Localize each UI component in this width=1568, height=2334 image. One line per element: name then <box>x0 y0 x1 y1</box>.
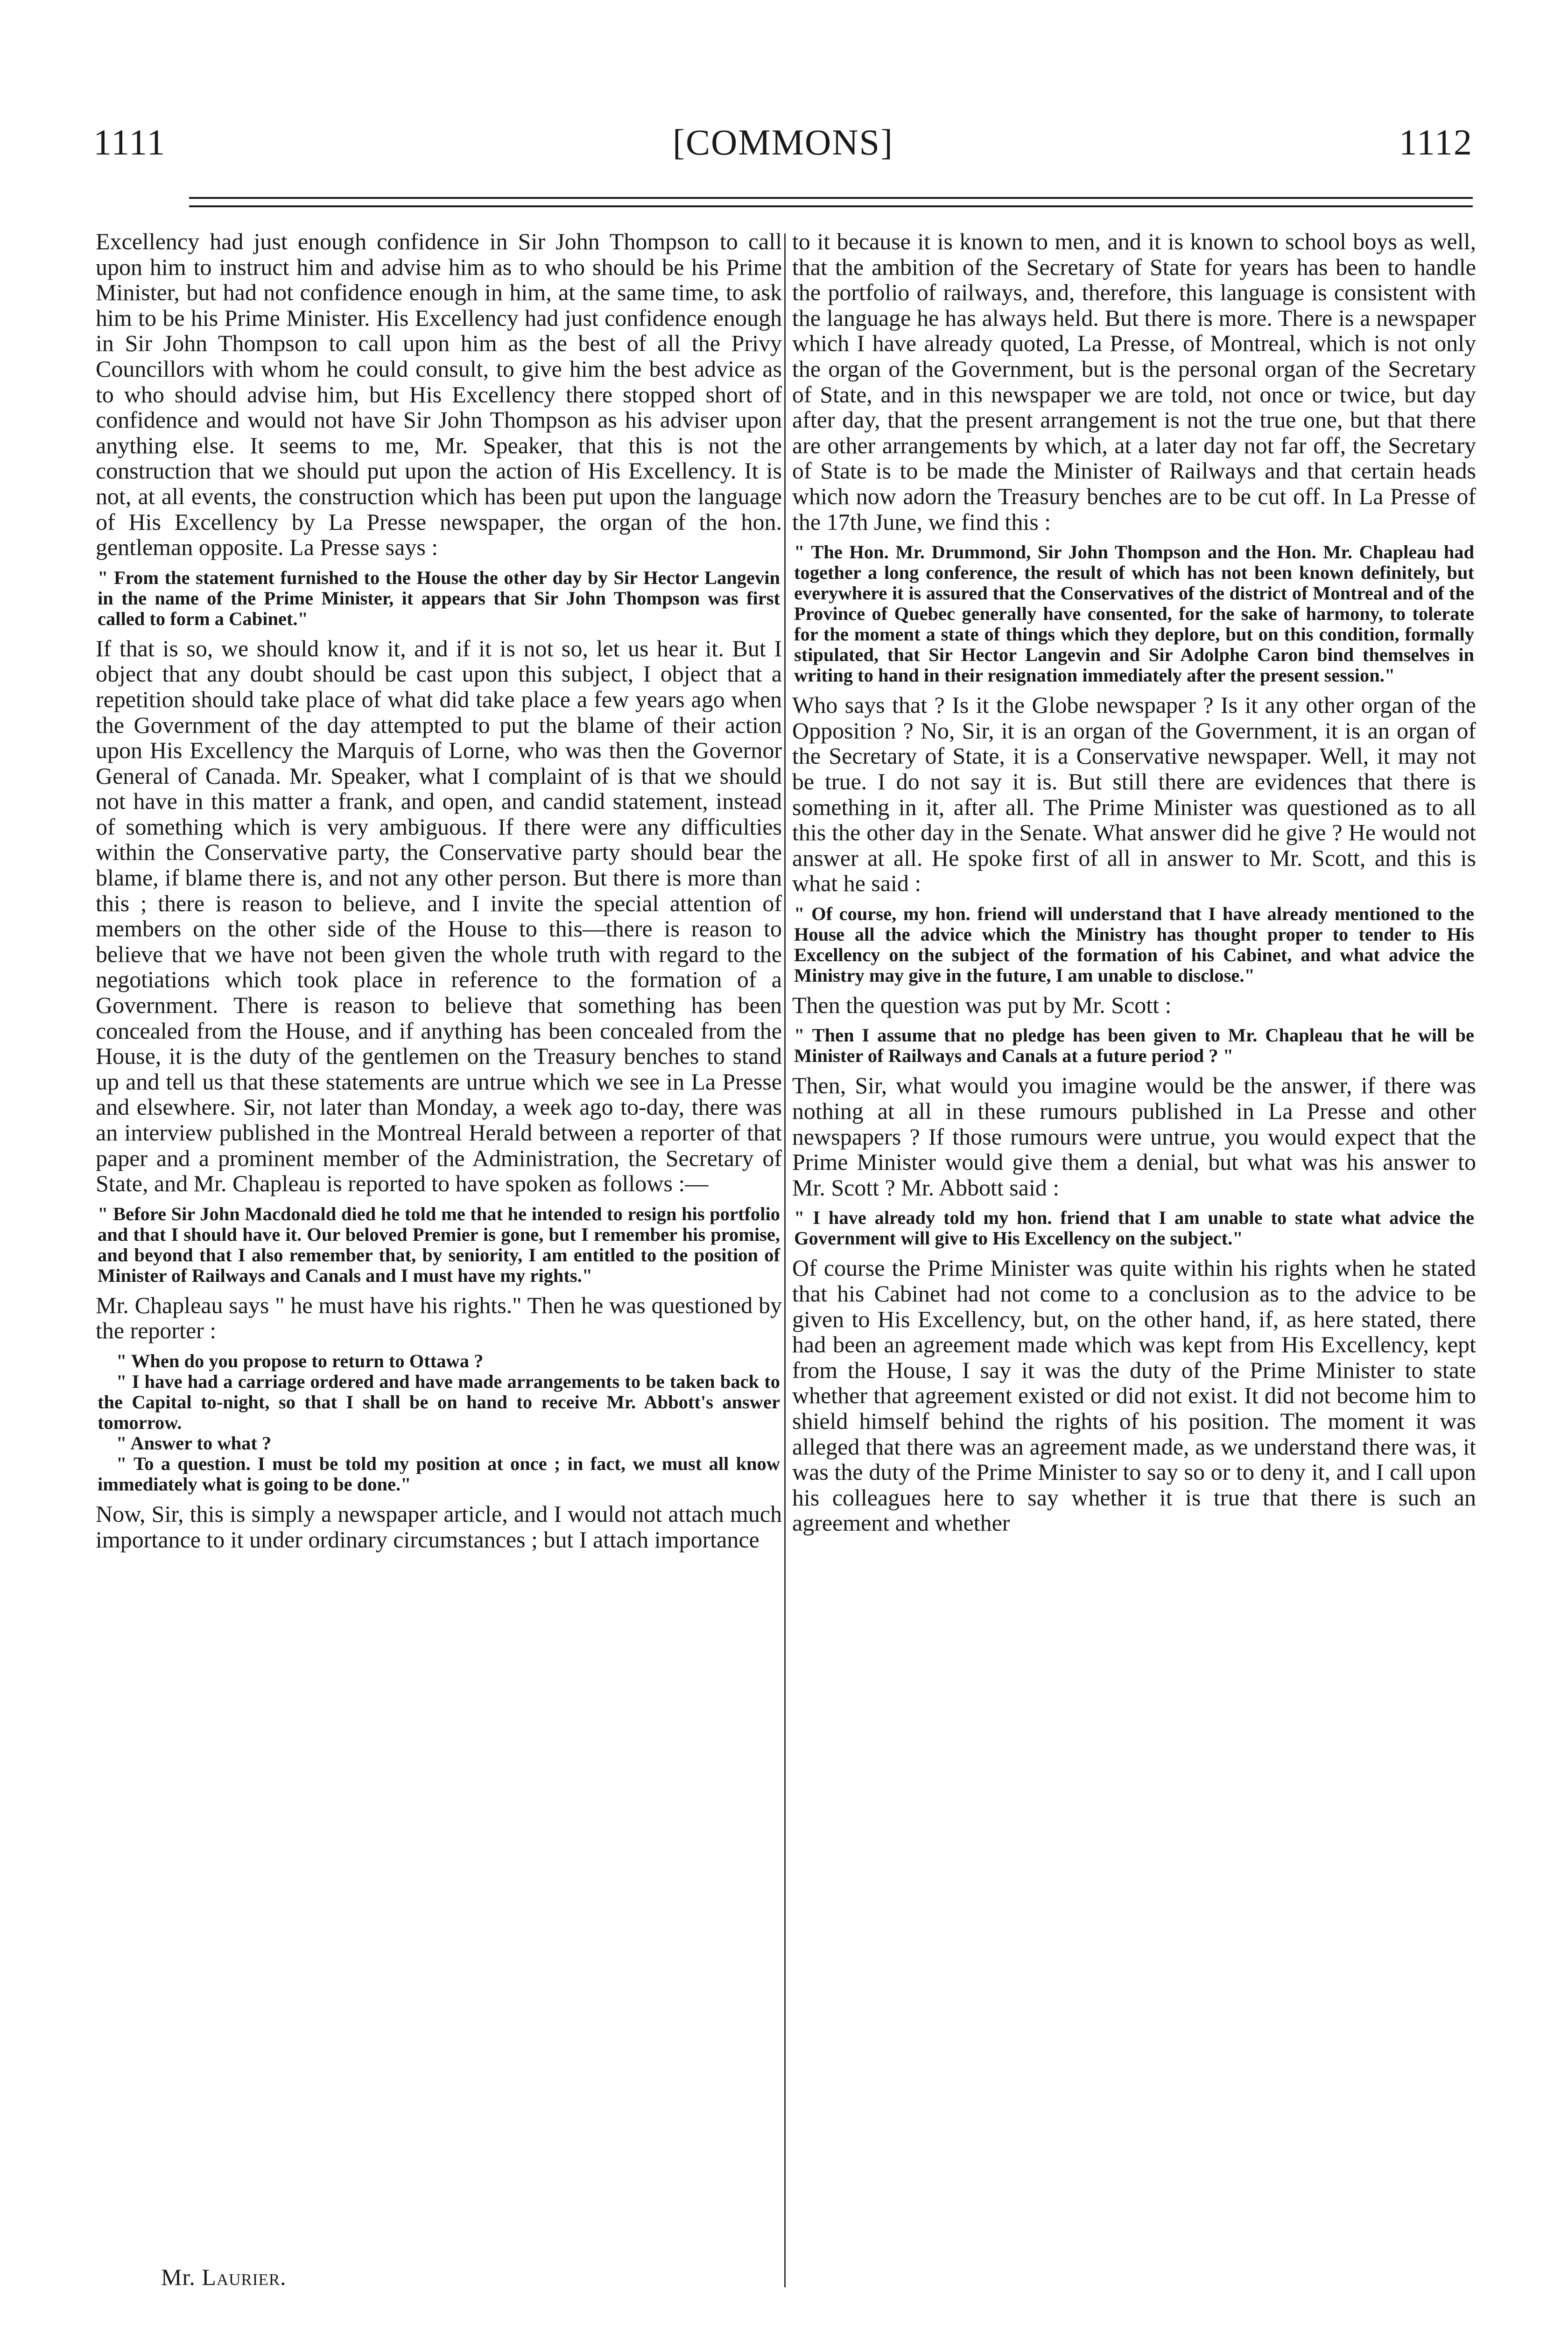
page-header <box>93 117 1473 173</box>
block-quote: " I have already told my hon. friend that I am unable to state what advice the Government will give to His Excellency on the subject." <box>794 1207 1474 1249</box>
paragraph: Of course the Prime Minister was quite within his rights when he stated that his Cabinet had not come to a conclusion as to the advice to be given to His Excellency, but, on the other hand, if, as here stated, there had been an agreement made which was kept from His Excellency, kept from the House, I say it was the duty of the Prime Minister to state whether that agreement existed or did not exist. It did not become him to shield himself behind the rights of his position. The moment it was alleged that there was an agreement made, as we understand there was, it was the duty of the Prime Minister to say so or to deny it, and I call upon his colleagues here to say whether it is true that there is such an agreement and whether <box>792 1255 1476 1536</box>
paragraph: Then, Sir, what would you imagine would be the answer, if there was nothing at all in these rumours published in La Presse and other newspapers ? If those rumours were untrue, you would expect that the Prime Minister would give them a denial, but what was his answer to Mr. Scott ? Mr. Abbott said : <box>792 1072 1476 1201</box>
paragraph: Now, Sir, this is simply a newspaper article, and I would not attach much importance to it under ordinary circumstances ; but I attach importance <box>96 1500 782 1553</box>
paragraph: Then the question was put by Mr. Scott : <box>792 991 1172 1018</box>
paragraph: Who says that ? Is it the Globe newspaper ? Is it any other organ of the Opposition ? No, Sir, it is an organ of the Government, it is an organ of the Secretary of State, it is a Conservative newspaper. Well, it may not be true. I do not say it is. But still there are evidences that there is something in it, after all. The Prime Minister was questioned as to all this the other day in the Senate. What answer did he give ? He would not answer at all. He spoke first of all in answer to Mr. Scott, and this is what he said : <box>792 692 1476 897</box>
quote-line: " When do you propose to return to Ottawa ? <box>116 1350 484 1371</box>
page-number-right: 1112 <box>1399 122 1473 162</box>
quote-line: " To a question. I must be told my position at once ; in fact, we must all know immediately what is going to be done." <box>98 1453 780 1495</box>
block-quote: " Then I assume that no pledge has been given to Mr. Chapleau that he will be Minister of Railways and Canals at a future period ? " <box>794 1025 1474 1067</box>
quote-line: " I have had a carriage ordered and have made arrangements to be taken back to the Capital to-night, so that I shall be on hand to receive Mr. Abbott's answer tomorrow. <box>98 1371 780 1433</box>
block-quote: " Before Sir John Macdonald died he told me that he intended to resign his portfolio and that I should have it. Our beloved Premier is gone, but I remember his promise, and beyond that I also remember that, by seniority, I am entitled to the position of Minister of Railways and Canals and I must have my rights." <box>98 1203 780 1286</box>
left-column <box>96 229 782 1552</box>
speaker-footer <box>161 2263 287 2291</box>
paragraph: Mr. Chapleau says " he must have his rights." Then he was questioned by the reporter : <box>96 1292 782 1344</box>
paragraph: If that is so, we should know it, and if it is not so, let us hear it. But I object that any doubt should be cast upon this subject, I object that a repetition should take place of what did take place a few years ago when the Government of the day attempted to put the blame of their action upon His Excellency the Marquis of Lorne, who was then the Governor General of Canada. Mr. Speaker, what I complaint of is that we should not have in this matter a frank, and open, and candid statement, instead of something which is very ambiguous. If there were any difficulties within the Conservative party, the Conservative party should bear the blame, if blame there is, and not any other person. But there is more than this ; there is reason to believe, and I invite the special attention of members on the other side of the House to this—there is reason to believe that we have not been given the whole truth with regard to the negotiations which took place in reference to the formation of a Government. There is reason to believe that something has been concealed from the House, and if anything has been concealed from the House, it is the duty of the gentlemen on the Treasury benches to stand up and tell us that these statements are untrue which we see in La Presse and elsewhere. Sir, not later than Monday, a week ago to-day, there was an interview published in the Montreal Herald between a reporter of that paper and a prominent member of the Administration, the Secretary of State, and Mr. Chapleau is reported to have spoken as follows :— <box>96 635 782 1197</box>
running-head: [COMMONS] <box>672 122 894 162</box>
block-quote: " Of course, my hon. friend will understand that I have already mentioned to the House all the advice which the Ministry has thought proper to tender to His Excellency on the subject of the formation of his Cabinet, and what advice the Ministry may give in the future, I am unable to disclose." <box>794 903 1474 986</box>
block-quote: " The Hon. Mr. Drummond, Sir John Thompson and the Hon. Mr. Chapleau had together a long conference, the result of which has not been known definitely, but everywhere it is assured that the Conservatives of the district of Montreal and of the Province of Quebec generally have consented, for the sake of harmony, to tolerate for the moment a state of things which they deplore, but on this condition, formally stipulated, that Sir Hector Langevin and Sir Adolphe Caron bind themselves in writing to hand in their resignation immediately after the present session." <box>794 541 1474 686</box>
page-number-left: 1111 <box>93 122 166 162</box>
speaker-prefix: Mr. <box>161 2264 196 2290</box>
paragraph: to it because it is known to men, and it is known to school boys as well, that the ambition of the Secretary of State for years has been to handle the portfolio of railways, and, therefore, this language is consistent with the language he has always held. But there is more. There is a newspaper which I have already quoted, La Presse, of Montreal, which is not only the organ of the Government, but is the personal organ of the Secretary of State, and in this newspaper we are told, not once or twice, but day after day, that the present arrangement is not the true one, but that there are other arrangements by which, at a later day not far off, the Secretary of State is to be made the Minister of Railways and that certain heads which now adorn the Treasury benches are to be cut off. In La Presse of the 17th June, we find this : <box>792 228 1476 535</box>
quote-line: " Answer to what ? <box>116 1432 272 1454</box>
speaker-name: Laurier. <box>202 2264 287 2290</box>
column-divider <box>784 233 786 2287</box>
interview-quote <box>96 1351 782 1495</box>
header-rule-bottom <box>189 205 1473 207</box>
header-rule-top <box>189 197 1473 199</box>
paragraph: Excellency had just enough confidence in Sir John Thompson to call upon him to instruct him and advise him as to who should be his Prime Minister, but had not confidence enough in him, at the same time, to ask him to be his Prime Minister. His Excellency had just confidence enough in Sir John Thompson to call upon him as the best of all the Privy Councillors with whom he could consult, to give him the best advice as to who should advise him, but His Excellency there stopped short of confidence and would not have Sir John Thompson as his adviser upon anything else. It seems to me, Mr. Speaker, that this is not the construction that we should put upon the action of His Excellency. It is not, at all events, the construction which has been put upon the language of His Excellency by La Presse newspaper, the organ of the hon. gentleman opposite. La Presse says : <box>96 228 782 561</box>
block-quote: " From the statement furnished to the House the other day by Sir Hector Langevin in the name of the Prime Minister, it appears that Sir John Thompson was first called to form a Cabinet." <box>98 567 780 629</box>
right-column <box>792 229 1476 1536</box>
